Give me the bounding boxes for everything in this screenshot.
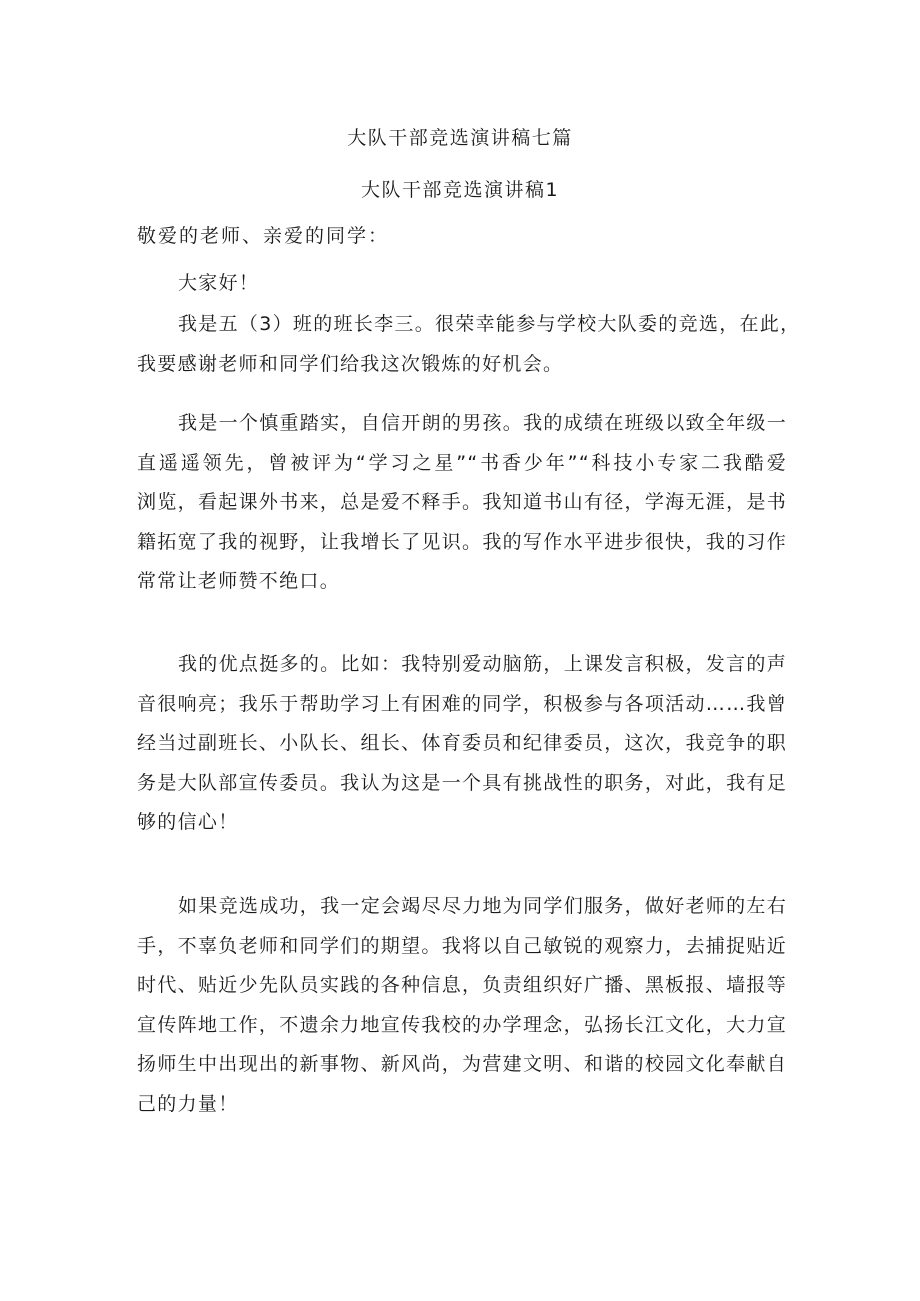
- paragraph-introduction: [137, 305, 801, 384]
- paragraph-line: 大家好！: [178, 272, 260, 294]
- paragraph-line: 扬师生中出现出的新事物、新风尚，为营建文明、和谐的校园文化奉献自: [137, 1053, 787, 1075]
- paragraph-line: 我是五（3）班的班长李三。很荣幸能参与学校大队委的竞选，在此，: [178, 313, 801, 335]
- paragraph-line: 宣传阵地工作，不遗余力地宣传我校的办学理念，弘扬长江文化，大力宣: [137, 1013, 787, 1036]
- paragraph-line: 我是一个慎重踏实，自信开朗的男孩。我的成绩在班级以致全年级一: [178, 412, 788, 434]
- paragraph-line: 常常让老师赞不绝口。: [137, 570, 341, 592]
- paragraph-line: 手，不辜负老师和同学们的期望。我将以自己敏锐的观察力，去捕捉贴近: [137, 934, 787, 957]
- paragraph-line: 时代、贴近少先队员实践的各种信息，负责组织好广播、黑板报、墙报等: [137, 974, 787, 996]
- paragraph-line: 己的力量！: [137, 1092, 239, 1115]
- paragraph-greeting: [137, 264, 787, 304]
- paragraph-line: 经当过副班长、小队长、组长、体育委员和纪律委员，这次，我竞争的职: [137, 732, 787, 754]
- paragraph-line: 够的信心！: [137, 811, 239, 833]
- paragraph-line: 籍拓宽了我的视野，让我增长了见识。我的写作水平进步很快，我的习作: [137, 530, 787, 553]
- paragraph-line: 我要感谢老师和同学们给我这次锻炼的好机会。: [137, 352, 564, 375]
- document-subtitle: 大队干部竞选演讲稿1: [360, 179, 560, 201]
- paragraph-line: 直遥遥领先，曾被评为“学习之星”“书香少年”“科技小专家二我酷爱: [137, 451, 787, 474]
- paragraph-line: 音很响亮；我乐于帮助学习上有困难的同学，积极参与各项活动……我曾: [137, 692, 787, 715]
- paragraph-line: 我的优点挺多的。比如：我特别爱动脑筋，上课发言积极，发言的声: [178, 653, 788, 675]
- paragraph-self-description: [137, 404, 787, 602]
- salutation: 敬爱的老师、亲爱的同学：: [137, 225, 390, 247]
- paragraph-commitment: [137, 887, 787, 1124]
- paragraph-line: 如果竞选成功，我一定会竭尽尽力地为同学们服务，做好老师的左右: [178, 895, 788, 917]
- paragraph-line: 务是大队部宣传委员。我认为这是一个具有挑战性的职务，对此，我有足: [137, 771, 787, 794]
- paragraph-strengths: [137, 645, 787, 843]
- document-title: 大队干部竞选演讲稿七篇: [347, 127, 573, 149]
- paragraph-line: 浏览，看起课外书来，总是爱不释手。我知道书山有径，学海无涯，是书: [137, 491, 787, 513]
